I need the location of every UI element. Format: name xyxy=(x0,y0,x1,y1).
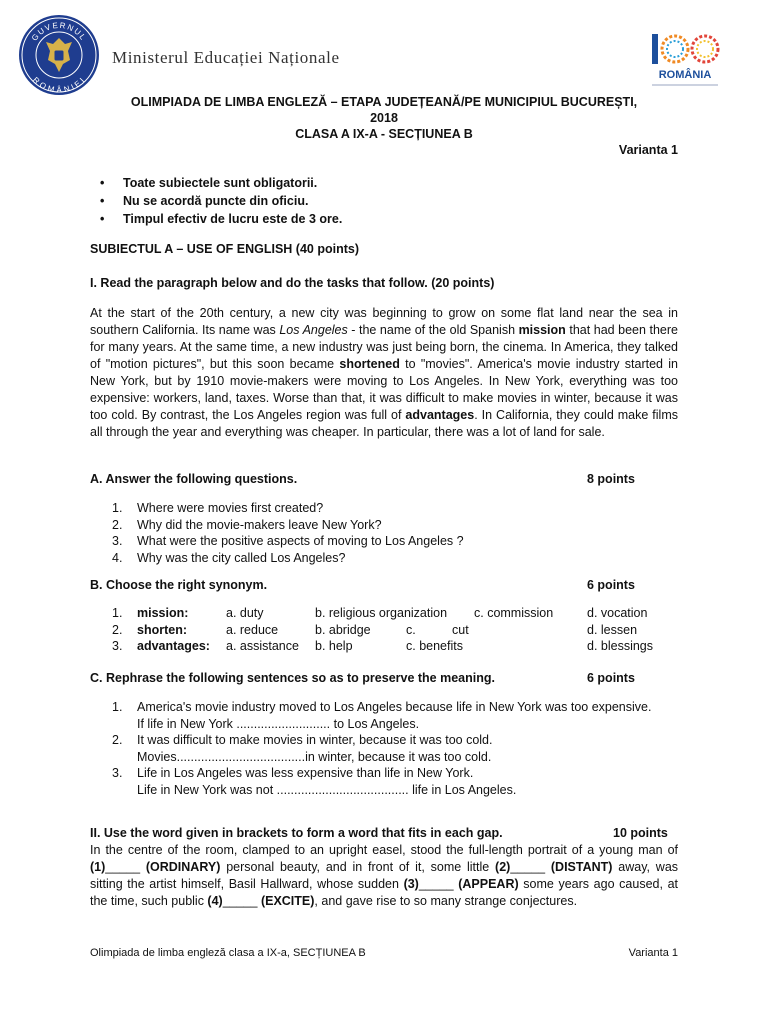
section-a-heading: A. Answer the following questions. xyxy=(90,472,298,486)
part2-points: 10 points xyxy=(613,826,668,840)
question-item: 3. What were the positive aspects of moving to Los Angeles ? xyxy=(112,534,464,548)
section-c-points: 6 points xyxy=(587,671,635,685)
romania-centenary-logo xyxy=(644,28,726,92)
question-item: 4. Why was the city called Los Angeles? xyxy=(112,550,346,565)
subject-a-heading: SUBIECTUL A – USE OF ENGLISH (40 points) xyxy=(90,242,360,256)
contest-year: 2018 xyxy=(370,111,398,125)
ministry-name: Ministerul Educației Naționale xyxy=(112,48,340,67)
part2-heading: II. Use the word given in brackets to form a word that fits in each gap. xyxy=(90,826,503,840)
contest-title: OLIMPIADA DE LIMBA ENGLEZĂ – ETAPA JUDEȚEANĂ/PE MUNICIPIUL BUCUREȘTI, xyxy=(130,95,638,109)
variant-label: Varianta 1 xyxy=(618,143,678,157)
rule-item: • Nu se acordă puncte din oficiu. xyxy=(90,192,342,210)
section-a-points: 8 points xyxy=(587,472,635,486)
section-c-heading: C. Rephrase the following sentences so as to preserve the meaning. xyxy=(90,671,495,685)
seal-text-top: GUVERNUL xyxy=(29,20,89,43)
part1-heading: I. Read the paragraph below and do the tasks that follow. (20 points) xyxy=(90,276,495,290)
question-item: 2. Why did the movie-makers leave New York? xyxy=(112,517,382,532)
rephrase-item: 2. It was difficult to make movies in winter, because it was too cold. Movies.....................................in winter, because it was too cold. xyxy=(112,733,493,764)
rule-item: • Timpul efectiv de lucru este de 3 ore. xyxy=(90,210,342,228)
rule-item: • Toate subiectele sunt obligatorii. xyxy=(90,174,342,192)
section-b-points: 6 points xyxy=(587,578,635,592)
contest-class: CLASA A IX-A - SECȚIUNEA B xyxy=(295,127,473,141)
rephrase-item: 1. America's movie industry moved to Los Angeles because life in New York was too expensive. If life in New York ........................... to Los Angeles. xyxy=(112,700,652,731)
footer-variant: Varianta 1 xyxy=(628,947,678,959)
reading-paragraph: At the start of the 20th century, a new city was beginning to grow on some flat land near the sea in southern California. Its name was Los Angeles - the name of the old Spanish mission that had been there for many years. At the same time, a new industry was just being born, the cinema. In America, they talked of "motion pictures", but this soon became shortened to "movies". America's movie industry started in New York, but by 1910 movie-makers were moving to Los Angeles. In New York, everything was too expensive: workers, land, taxes. Worse than that, it was difficult to make movies in winter, because it was too cold. By contrast, the Los Angeles region was full of advantages. In California, they could make films all through the year and everything was cheaper. In particular, there was a lot of land for sale. xyxy=(90,306,678,439)
rephrase-list xyxy=(112,699,678,798)
seal-text-bottom: ROMÂNIEI xyxy=(31,75,88,95)
question-item: 1. Where were movies first created? xyxy=(112,501,324,515)
rephrase-item: 3. Life in Los Angeles was less expensive than life in New York. Life in New York was not ...................................... life in Los Angeles. xyxy=(112,766,517,797)
section-b-heading: B. Choose the right synonym. xyxy=(90,578,268,592)
questions-list xyxy=(112,500,464,566)
logo-country-text: ROMÂNIA xyxy=(658,69,712,81)
rules-list xyxy=(90,174,342,228)
word-formation-text: In the centre of the room, clamped to an upright easel, stood the full-length portrait of a young man of (1)_____ (ORDINARY) personal beauty, and in front of it, some little (2)_____ (DISTANT) away, was sitting the artist himself, Basil Hallward, whose sudden (3)_____ (APPEAR) some years ago caused, at the time, such public (4)_____ (EXCITE), and gave rise to so many strange conjectures. xyxy=(90,843,679,908)
footer-title: Olimpiada de limba engleză clasa a IX-a, SECȚIUNEA B xyxy=(90,947,366,959)
government-seal-logo xyxy=(18,14,100,96)
